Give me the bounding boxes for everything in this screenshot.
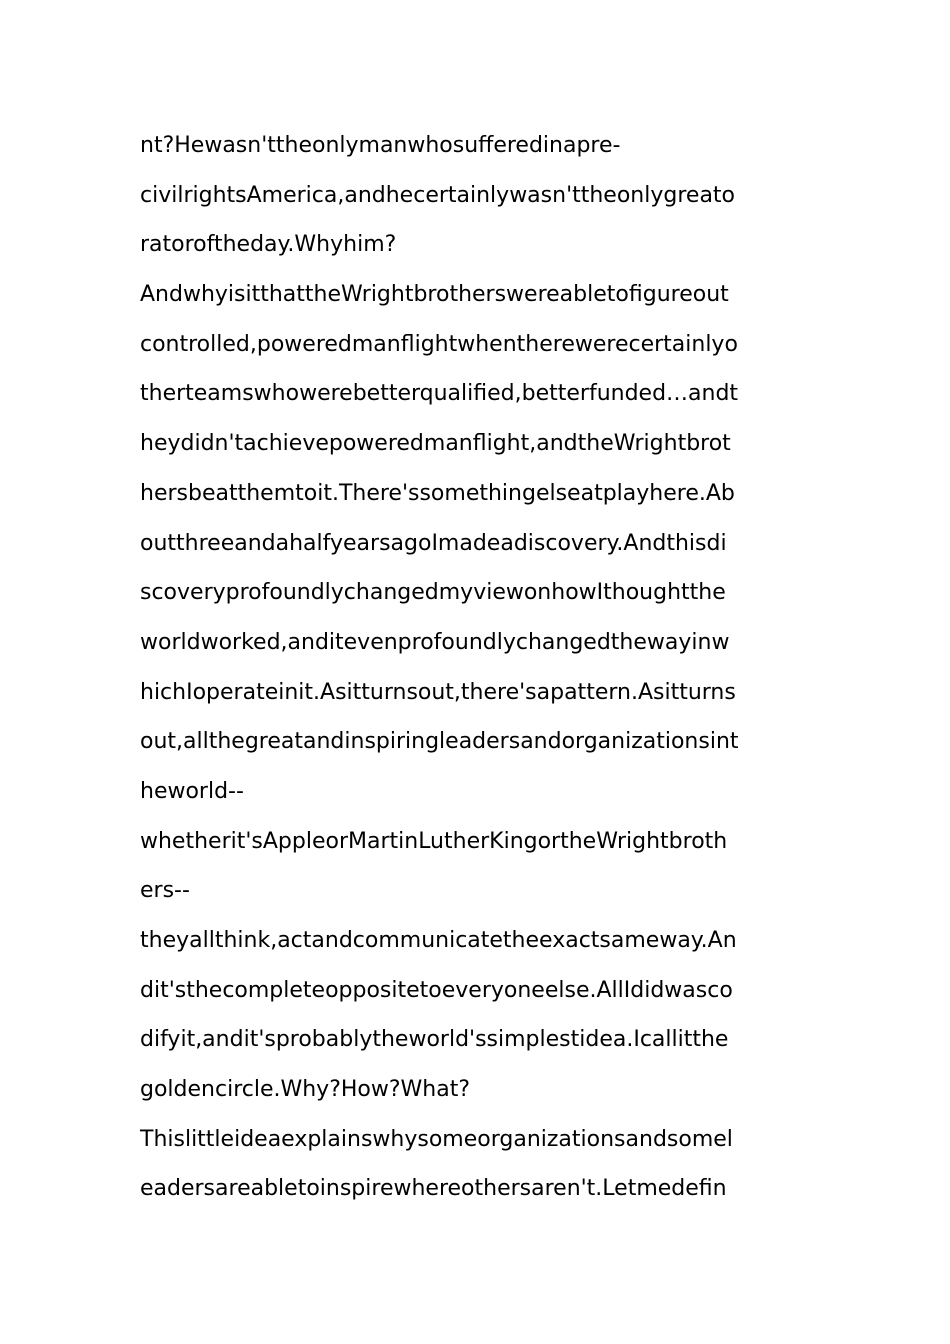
text-line: hichIoperateinit.Asitturnsout,there'sapattern.Asitturns	[140, 679, 736, 705]
text-line: hersbeatthemtoit.There'ssomethingelseatplayhere.Ab	[140, 480, 735, 506]
text-line: Thislittleideaexplainswhysomeorganizationsandsomel	[140, 1126, 733, 1152]
text-line: nt?Hewasn'ttheonlymanwhosufferedinapre-	[140, 133, 621, 158]
text-line: civilrightsAmerica,andhecertainlywasn'ttheonlygreato	[140, 182, 736, 208]
text-line: heydidn'tachievepoweredmanflight,andtheWrightbrot	[140, 431, 731, 457]
text-line: AndwhyisitthattheWrightbrotherswereabletofigureout	[140, 282, 729, 308]
text-line: whetherit'sAppleorMartinLutherKingortheWrightbroth	[140, 828, 728, 854]
text-line: difyit,andit'sprobablytheworld'ssimplestidea.Icallitthe	[140, 1027, 729, 1053]
text-line: eadersareabletoinspirewhereothersaren't.Letmedefin	[140, 1176, 727, 1202]
text-line: controlled,poweredmanflightwhentherewerecertainlyo	[140, 331, 738, 357]
text-line: goldencircle.Why?How?What?	[140, 1077, 471, 1103]
text-line: dit'sthecompleteoppositetoeveryoneelse.AllIdidwasco	[140, 977, 733, 1003]
text-line: outthreeandahalfyearsagoImadeadiscovery.Andthisdi	[140, 530, 727, 556]
text-line: heworld--	[140, 778, 244, 804]
text-line: worldworked,anditevenprofoundlychangedthewayinw	[140, 629, 730, 655]
text-line: theyallthink,actandcommunicatetheexactsameway.An	[140, 928, 737, 953]
text-line: scoveryprofoundlychangedmyviewonhowIthoughtthe	[140, 580, 726, 606]
body-text	[140, 121, 820, 1214]
text-line: ers--	[140, 878, 190, 904]
text-line: ratoroftheday.Whyhim?	[140, 232, 397, 258]
text-line: out,allthegreatandinspiringleadersandorganizationsint	[140, 729, 739, 755]
text-line: therteamswhowerebetterqualified,betterfunded…andt	[140, 381, 739, 407]
